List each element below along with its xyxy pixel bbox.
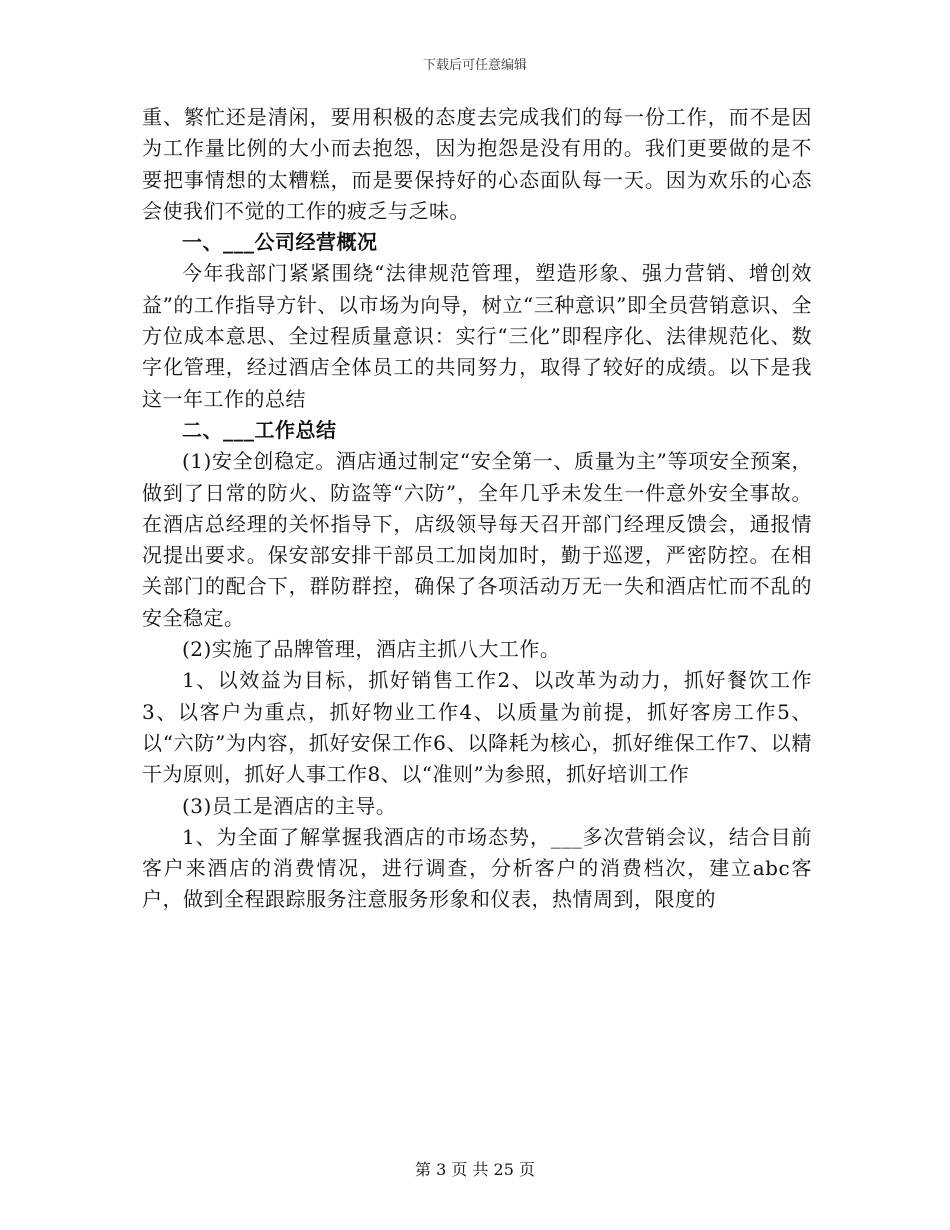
- paragraph-overview: 今年我部门紧紧围绕“法律规范管理，塑造形象、强力营销、增创效益”的工作指导方针、以市场为向导，树立“三种意识”即全员营销意识、全方位成本意思、全过程质量意识：实行“三化”即程序化、法律规范化、数字化管理，经过酒店全体员工的共同努力，取得了较好的成绩。以下是我这一年工作的总结: [142, 261, 812, 411]
- paragraph-safety: (1)安全创稳定。酒店通过制定“安全第一、质量为主”等项安全预案，做到了日常的防火、防盗等“六防”，全年几乎未发生一件意外安全事故。在酒店总经理的关怀指导下，店级领导每天召开部门经理反馈会，通报情况提出要求。保安部安排干部员工加岗加时，勤于巡逻，严密防控。在相关部门的配合下，群防群控，确保了各项活动万无一失和酒店忙而不乱的安全稳定。: [142, 449, 812, 630]
- paragraph-marketing: 1、为全面了解掌握我酒店的市场态势，___多次营销会议，结合目前客户来酒店的消费情况，进行调查，分析客户的消费档次，建立abc客户，做到全程跟踪服务注意服务形象和仪表，热情周到，限度的: [142, 824, 812, 912]
- page-number-footer: 第 3 页 共 25 页: [415, 1160, 535, 1179]
- paragraph-brand: (2)实施了品牌管理，酒店主抓八大工作。: [182, 637, 561, 662]
- section-heading-summary: 二、___工作总结: [182, 417, 337, 442]
- document-body: [142, 102, 812, 916]
- page-header-note: 下载后可任意编辑: [422, 58, 527, 73]
- paragraph-staff: (3)员工是酒店的主导。: [182, 793, 397, 818]
- paragraph-eight-tasks: 1、以效益为目标，抓好销售工作2、以改革为动力，抓好餐饮工作3、以客户为重点，抓好物业工作4、以质量为前提，抓好客房工作5、以“六防”为内容，抓好安保工作6、以降耗为核心，抓好维保工作7、以精干为原则，抓好人事工作8、以“准则”为参照，抓好培训工作: [142, 668, 812, 787]
- paragraph-continuation: 重、繁忙还是清闲，要用积极的态度去完成我们的每一份工作，而不是因为工作量比例的大小而去抱怨，因为抱怨是没有用的。我们更要做的是不要把事情想的太糟糕，而是要保持好的心态面队每一天。因为欢乐的心态会使我们不觉的工作的疲乏与乏味。: [142, 105, 812, 223]
- section-heading-overview: 一、___公司经营概况: [182, 230, 378, 255]
